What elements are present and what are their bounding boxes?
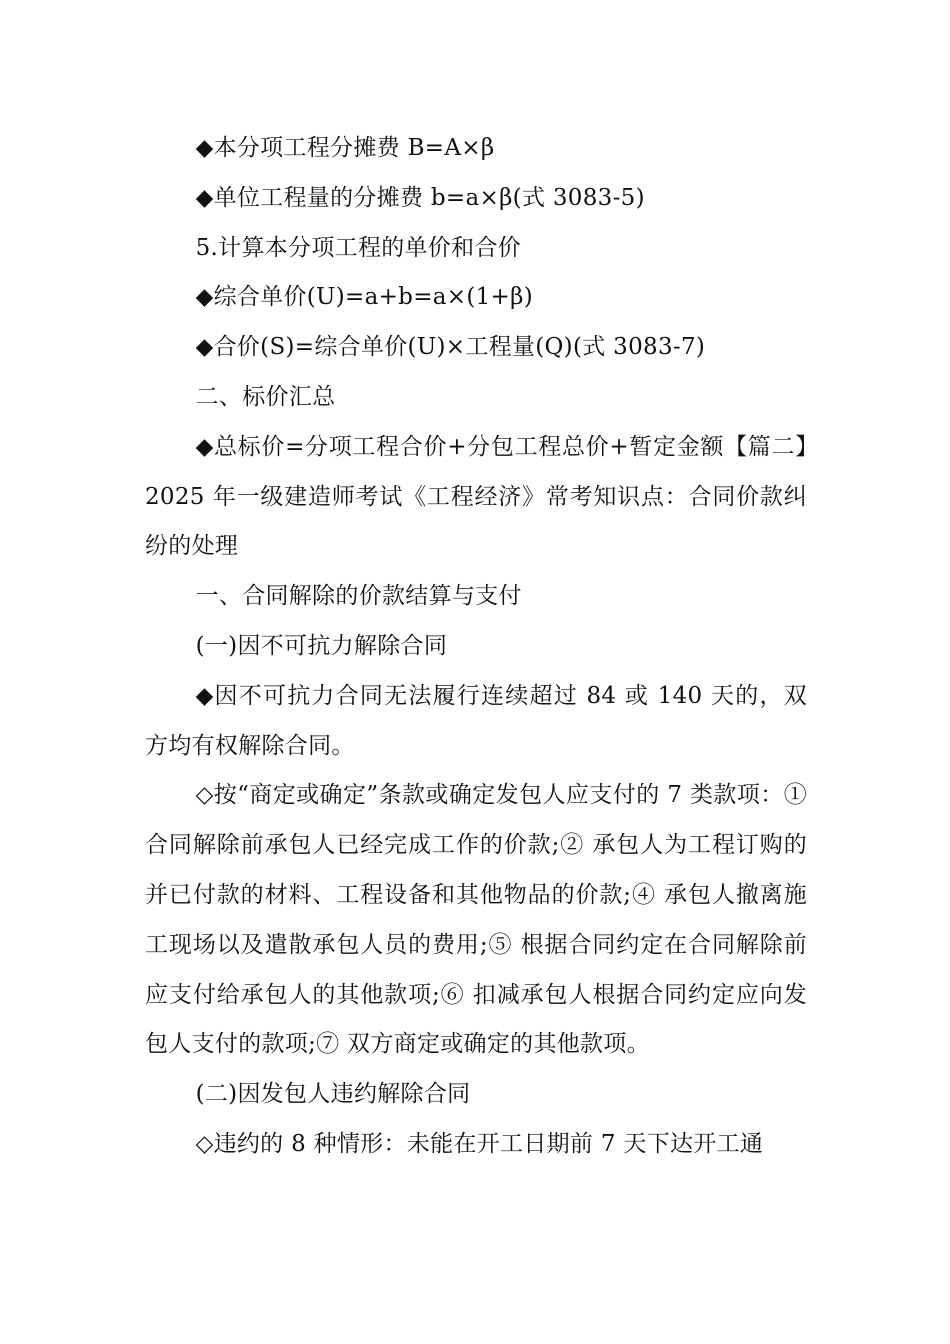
paragraph-employer-breach-heading: (二)因发包人违约解除合同 <box>195 1081 471 1108</box>
paragraph-unit-apportion-fee: ◆单位工程量的分摊费 b=a×β(式 3083-5) <box>195 184 645 211</box>
paragraph-breach-situations: ◇违约的 8 种情形：未能在开工日期前 7 天下达开工通 <box>195 1130 764 1157</box>
paragraph-step5-heading: 5.计算本分项工程的单价和合价 <box>195 234 522 261</box>
paragraph-combined-price: ◆合价(S)=综合单价(U)×工程量(Q)(式 3083-7) <box>195 334 706 361</box>
paragraph-composite-unit-price: ◆综合单价(U)=a+b=a×(1+β) <box>195 284 533 311</box>
paragraph-total-bid-price: ◆总标价=分项工程合价+分包工程总价+暂定金额【篇二】2025 年一级建造师考试《工程经济》常考知识点：合同价款纠纷的处理 <box>145 433 807 560</box>
paragraph-force-majeure-rule: ◆因不可抗力合同无法履行连续超过 84 或 140 天的，双方均有权解除合同。 <box>145 682 807 759</box>
paragraph-item-apportion-fee: ◆本分项工程分摊费 B=A×β <box>195 135 495 161</box>
paragraph-payment-items: ◇按“商定或确定”条款或确定发包人应支付的 7 类款项：①合同解除前承包人已经完成工作的价款;② 承包人为工程订购的并已付款的材料、工程设备和其他物品的价款;④ 承包人撤离施工现场以及遣散承包人员的费用;⑤ 根据合同约定在合同解除前应支付给承包人的其他款项;⑥ 扣减承包人根据合同约定应向发包人支付的款项;⑦ 双方商定或确定的其他款项。 <box>145 782 807 1058</box>
paragraph-section-contract-termination: 一、合同解除的价款结算与支付 <box>195 583 522 610</box>
paragraph-section-bid-summary: 二、标价汇总 <box>195 383 336 410</box>
document-body <box>145 124 807 1170</box>
paragraph-force-majeure-heading: (一)因不可抗力解除合同 <box>195 632 448 659</box>
